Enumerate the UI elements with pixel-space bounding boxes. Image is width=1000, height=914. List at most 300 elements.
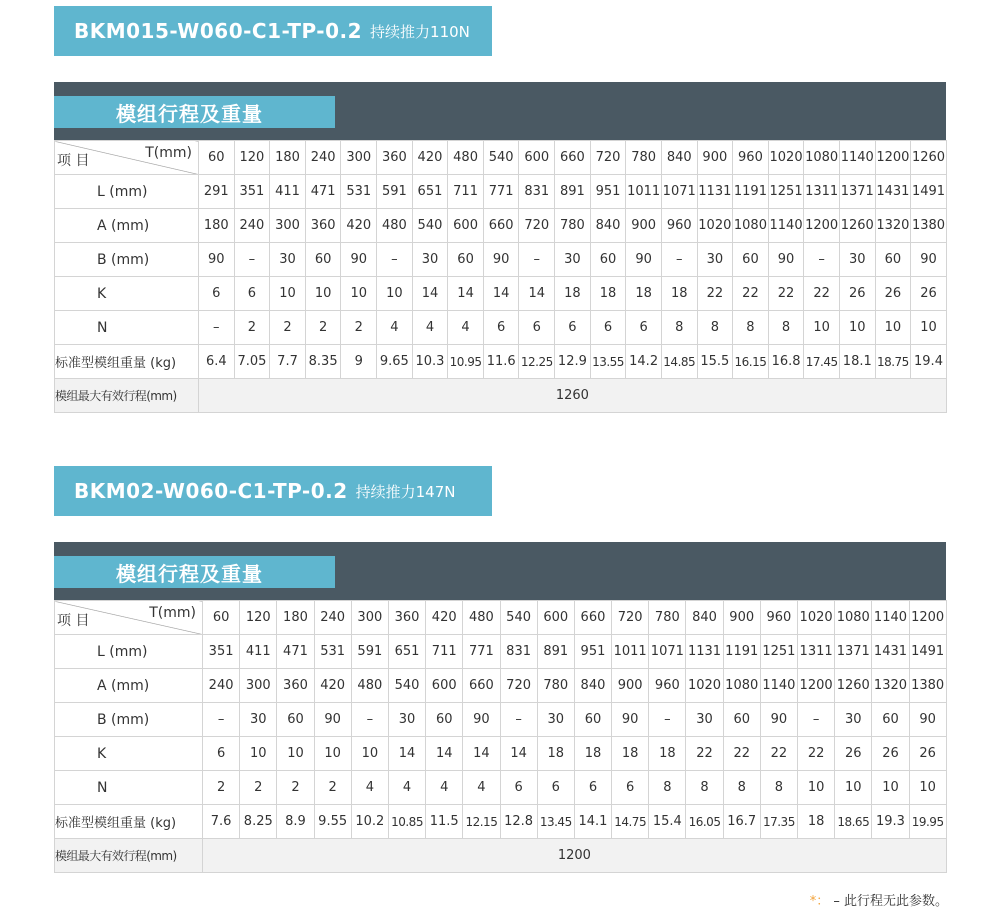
- table-cell: 60: [574, 703, 611, 737]
- stroke-header-cell: 1080: [835, 601, 872, 635]
- table-row: [55, 345, 947, 379]
- table-cell: 651: [388, 635, 425, 669]
- section-2-model: BKM02-W060-C1-TP-0.2: [74, 479, 348, 503]
- table-cell: 26: [839, 277, 875, 311]
- table-cell: 8: [760, 771, 797, 805]
- table-cell: 10: [804, 311, 840, 345]
- table-cell: 14: [463, 737, 500, 771]
- table-cell: 14: [388, 737, 425, 771]
- table-cell: 2: [270, 311, 306, 345]
- table-cell: 8: [768, 311, 804, 345]
- table-cell: 1080: [723, 669, 760, 703]
- table-cell: 7.7: [270, 345, 306, 379]
- table-cell: 831: [519, 175, 555, 209]
- table-cell: 14.75: [612, 805, 649, 839]
- corner-item-label: 项 目: [57, 153, 90, 169]
- stroke-header-cell: 120: [240, 601, 277, 635]
- section-2-header-bar: [54, 542, 946, 600]
- table-cell: 26: [835, 737, 872, 771]
- table-cell: 1140: [760, 669, 797, 703]
- table-cell: 14: [483, 277, 519, 311]
- table-cell: 4: [412, 311, 448, 345]
- table-cell: 1011: [626, 175, 662, 209]
- table-cell: –: [203, 703, 240, 737]
- table-cell: 30: [697, 243, 733, 277]
- table-cell: 10: [911, 311, 947, 345]
- section-1-block: [54, 82, 946, 413]
- table-row: [55, 771, 947, 805]
- table-cell: 13.55: [590, 345, 626, 379]
- row-label: L (mm): [55, 635, 203, 669]
- table-cell: 1320: [875, 209, 911, 243]
- table-cell: 16.15: [733, 345, 769, 379]
- footnote-star: *：: [809, 894, 830, 909]
- table-cell: 1131: [697, 175, 733, 209]
- section-1-force: 持续推力110N: [370, 22, 470, 41]
- table-row: [55, 703, 947, 737]
- table-cell: 780: [555, 209, 591, 243]
- table-cell: 2: [234, 311, 270, 345]
- table-cell: 22: [760, 737, 797, 771]
- table-cell: 6: [500, 771, 537, 805]
- stroke-header-cell: 360: [377, 141, 413, 175]
- table-cell: 19.3: [872, 805, 909, 839]
- table-cell: 1140: [768, 209, 804, 243]
- table-cell: 11.6: [483, 345, 519, 379]
- stroke-header-cell: 480: [448, 141, 484, 175]
- table-cell: 90: [909, 703, 946, 737]
- table-cell: 1251: [760, 635, 797, 669]
- table-row: [55, 635, 947, 669]
- table-cell: 411: [240, 635, 277, 669]
- table-cell: 900: [612, 669, 649, 703]
- table-cell: 840: [590, 209, 626, 243]
- table-cell: 22: [768, 277, 804, 311]
- table-cell: 351: [203, 635, 240, 669]
- table-cell: 1071: [661, 175, 697, 209]
- table-cell: 1260: [835, 669, 872, 703]
- table-cell: 531: [341, 175, 377, 209]
- stroke-header-cell: 540: [500, 601, 537, 635]
- table-cell: 6: [199, 277, 235, 311]
- table-cell: –: [500, 703, 537, 737]
- table-cell: 14.2: [626, 345, 662, 379]
- table-cell: 2: [203, 771, 240, 805]
- table-cell: 6: [234, 277, 270, 311]
- table-cell: 10: [351, 737, 388, 771]
- table-cell: 9.55: [314, 805, 351, 839]
- stroke-header-cell: 960: [760, 601, 797, 635]
- table-cell: 6: [574, 771, 611, 805]
- table-cell: 30: [240, 703, 277, 737]
- row-label: B (mm): [55, 243, 199, 277]
- stroke-header-row: [55, 601, 947, 635]
- table-cell: 1071: [649, 635, 686, 669]
- table-cell: 4: [426, 771, 463, 805]
- table-cell: 2: [240, 771, 277, 805]
- table-cell: 1200: [798, 669, 835, 703]
- table-cell: 10: [377, 277, 413, 311]
- table-cell: 6: [519, 311, 555, 345]
- row-label: K: [55, 737, 203, 771]
- table-cell: 22: [804, 277, 840, 311]
- table-cell: 540: [412, 209, 448, 243]
- table-cell: 18.65: [835, 805, 872, 839]
- table-cell: 480: [377, 209, 413, 243]
- table-cell: 12.9: [555, 345, 591, 379]
- table-cell: 1431: [872, 635, 909, 669]
- table-cell: 711: [448, 175, 484, 209]
- table-cell: 1320: [872, 669, 909, 703]
- table-cell: 771: [463, 635, 500, 669]
- table-cell: 60: [872, 703, 909, 737]
- table-cell: 14: [448, 277, 484, 311]
- table-cell: 16.05: [686, 805, 723, 839]
- row-label: K: [55, 277, 199, 311]
- table-cell: 1431: [875, 175, 911, 209]
- table-cell: 60: [305, 243, 341, 277]
- stroke-header-cell: 900: [697, 141, 733, 175]
- table-cell: 1251: [768, 175, 804, 209]
- table-cell: 591: [351, 635, 388, 669]
- table-cell: 10: [341, 277, 377, 311]
- section-2-force: 持续推力147N: [355, 482, 456, 501]
- table-cell: 60: [448, 243, 484, 277]
- stroke-header-row: [55, 141, 947, 175]
- table-cell: 60: [426, 703, 463, 737]
- max-stroke-value: 1200: [203, 839, 947, 873]
- row-label: B (mm): [55, 703, 203, 737]
- table-cell: 471: [305, 175, 341, 209]
- section-2-spec-table: [54, 600, 947, 873]
- table-cell: 19.95: [909, 805, 946, 839]
- table-row: [55, 243, 947, 277]
- section-1-subtitle: 模组行程及重量: [54, 96, 335, 128]
- table-row: [55, 669, 947, 703]
- table-cell: 90: [199, 243, 235, 277]
- table-cell: 60: [723, 703, 760, 737]
- table-cell: 14: [519, 277, 555, 311]
- table-cell: 1020: [697, 209, 733, 243]
- table-cell: 19.4: [911, 345, 947, 379]
- table-cell: 18.75: [875, 345, 911, 379]
- table-cell: –: [234, 243, 270, 277]
- table-cell: 15.4: [649, 805, 686, 839]
- table-cell: 6: [483, 311, 519, 345]
- table-cell: 30: [555, 243, 591, 277]
- stroke-header-cell: 600: [537, 601, 574, 635]
- table-cell: 18: [537, 737, 574, 771]
- table-cell: –: [519, 243, 555, 277]
- table-cell: 1311: [804, 175, 840, 209]
- stroke-header-cell: 840: [686, 601, 723, 635]
- table-cell: 10: [314, 737, 351, 771]
- table-cell: 900: [626, 209, 662, 243]
- table-cell: 2: [277, 771, 314, 805]
- table-cell: 360: [277, 669, 314, 703]
- table-cell: –: [649, 703, 686, 737]
- table-cell: 4: [377, 311, 413, 345]
- section-1-title: [54, 6, 492, 56]
- table-cell: 720: [500, 669, 537, 703]
- stroke-header-cell: 60: [203, 601, 240, 635]
- table-cell: 17.45: [804, 345, 840, 379]
- stroke-header-cell: 120: [234, 141, 270, 175]
- stroke-header-cell: 300: [351, 601, 388, 635]
- stroke-header-cell: 420: [412, 141, 448, 175]
- stroke-header-cell: 720: [612, 601, 649, 635]
- stroke-header-cell: 780: [649, 601, 686, 635]
- stroke-header-cell: 180: [270, 141, 306, 175]
- table-cell: 840: [574, 669, 611, 703]
- table-cell: 10: [305, 277, 341, 311]
- table-cell: 891: [537, 635, 574, 669]
- table-cell: 8: [697, 311, 733, 345]
- table-cell: –: [377, 243, 413, 277]
- table-cell: 960: [649, 669, 686, 703]
- table-cell: 10: [839, 311, 875, 345]
- stroke-header-cell: 1140: [872, 601, 909, 635]
- table-row: [55, 209, 947, 243]
- table-cell: 300: [270, 209, 306, 243]
- table-cell: 8: [686, 771, 723, 805]
- section-2-title: [54, 466, 492, 516]
- row-label: N: [55, 771, 203, 805]
- table-cell: 780: [537, 669, 574, 703]
- table-row: [55, 277, 947, 311]
- table-cell: 10: [875, 311, 911, 345]
- table-cell: 90: [612, 703, 649, 737]
- stroke-header-cell: 480: [463, 601, 500, 635]
- table-cell: 540: [388, 669, 425, 703]
- table-cell: 26: [875, 277, 911, 311]
- table-cell: 10: [270, 277, 306, 311]
- table-cell: 8.9: [277, 805, 314, 839]
- stroke-header-cell: 180: [277, 601, 314, 635]
- table-cell: 14: [426, 737, 463, 771]
- table-cell: 10.2: [351, 805, 388, 839]
- table-cell: 18: [661, 277, 697, 311]
- row-label: 标准型模组重量 (kg): [55, 805, 203, 839]
- table-cell: 14.1: [574, 805, 611, 839]
- table-cell: 22: [733, 277, 769, 311]
- table-cell: 600: [426, 669, 463, 703]
- table-cell: 6: [203, 737, 240, 771]
- table-cell: 420: [341, 209, 377, 243]
- table-cell: 10.95: [448, 345, 484, 379]
- section-2-block: [54, 542, 946, 873]
- stroke-header-cell: 1140: [839, 141, 875, 175]
- table-cell: 480: [351, 669, 388, 703]
- table-cell: 22: [798, 737, 835, 771]
- table-cell: 90: [483, 243, 519, 277]
- table-cell: 22: [686, 737, 723, 771]
- stroke-header-cell: 360: [388, 601, 425, 635]
- row-label: A (mm): [55, 669, 203, 703]
- stroke-header-cell: 420: [426, 601, 463, 635]
- table-cell: 18: [555, 277, 591, 311]
- table-cell: 831: [500, 635, 537, 669]
- table-cell: 30: [537, 703, 574, 737]
- table-cell: 90: [760, 703, 797, 737]
- table-cell: 90: [463, 703, 500, 737]
- table-cell: 10.85: [388, 805, 425, 839]
- table-cell: 16.7: [723, 805, 760, 839]
- table-cell: 17.35: [760, 805, 797, 839]
- stroke-header-cell: 1020: [768, 141, 804, 175]
- table-cell: –: [804, 243, 840, 277]
- table-cell: 180: [199, 209, 235, 243]
- table-cell: 18: [649, 737, 686, 771]
- stroke-header-cell: 300: [341, 141, 377, 175]
- table-cell: 711: [426, 635, 463, 669]
- table-cell: 4: [388, 771, 425, 805]
- table-cell: 12.25: [519, 345, 555, 379]
- table-cell: 6: [626, 311, 662, 345]
- table-cell: –: [661, 243, 697, 277]
- stroke-header-cell: 1200: [909, 601, 946, 635]
- table-cell: 18: [590, 277, 626, 311]
- table-cell: 10: [872, 771, 909, 805]
- table-cell: 90: [768, 243, 804, 277]
- table-cell: 1191: [723, 635, 760, 669]
- stroke-header-cell: 1080: [804, 141, 840, 175]
- table-cell: 240: [234, 209, 270, 243]
- table-cell: 10.3: [412, 345, 448, 379]
- stroke-header-cell: 540: [483, 141, 519, 175]
- table-cell: 1080: [733, 209, 769, 243]
- table-cell: 6: [537, 771, 574, 805]
- table-cell: 18: [626, 277, 662, 311]
- table-cell: 13.45: [537, 805, 574, 839]
- stroke-header-cell: 1200: [875, 141, 911, 175]
- table-cell: 651: [412, 175, 448, 209]
- table-cell: 6: [612, 771, 649, 805]
- table-cell: 1491: [909, 635, 946, 669]
- table-cell: 660: [483, 209, 519, 243]
- table-cell: 1200: [804, 209, 840, 243]
- max-stroke-row: [55, 379, 947, 413]
- table-cell: 15.5: [697, 345, 733, 379]
- stroke-header-cell: 240: [314, 601, 351, 635]
- stroke-header-cell: 1020: [798, 601, 835, 635]
- stroke-header-cell: 840: [661, 141, 697, 175]
- stroke-header-cell: 660: [555, 141, 591, 175]
- table-cell: 6.4: [199, 345, 235, 379]
- row-label: N: [55, 311, 199, 345]
- table-cell: 9: [341, 345, 377, 379]
- table-cell: 1491: [911, 175, 947, 209]
- table-cell: 8.35: [305, 345, 341, 379]
- table-cell: 8: [661, 311, 697, 345]
- table-cell: 891: [555, 175, 591, 209]
- table-cell: 26: [909, 737, 946, 771]
- table-cell: –: [199, 311, 235, 345]
- table-cell: 30: [270, 243, 306, 277]
- table-cell: 8: [723, 771, 760, 805]
- table-cell: 720: [519, 209, 555, 243]
- table-cell: 30: [388, 703, 425, 737]
- footnote-text: – 此行程无此参数。: [833, 894, 948, 909]
- table-cell: 360: [305, 209, 341, 243]
- table-cell: 771: [483, 175, 519, 209]
- stroke-header-cell: 240: [305, 141, 341, 175]
- table-cell: 1380: [911, 209, 947, 243]
- table-cell: 591: [377, 175, 413, 209]
- table-cell: 30: [686, 703, 723, 737]
- table-cell: 30: [835, 703, 872, 737]
- table-cell: 8.25: [240, 805, 277, 839]
- stroke-header-cell: 60: [199, 141, 235, 175]
- table-cell: 240: [203, 669, 240, 703]
- table-cell: 60: [277, 703, 314, 737]
- table-cell: –: [798, 703, 835, 737]
- stroke-header-cell: 1260: [911, 141, 947, 175]
- table-row: [55, 737, 947, 771]
- table-cell: 22: [723, 737, 760, 771]
- table-cell: 18: [798, 805, 835, 839]
- table-cell: 8: [649, 771, 686, 805]
- table-cell: 1311: [798, 635, 835, 669]
- max-stroke-label: 模组最大有效行程(mm): [55, 839, 203, 873]
- max-stroke-value: 1260: [199, 379, 947, 413]
- table-cell: 2: [314, 771, 351, 805]
- table-cell: 7.05: [234, 345, 270, 379]
- table-cell: 6: [555, 311, 591, 345]
- table-cell: 600: [448, 209, 484, 243]
- stroke-header-cell: 660: [574, 601, 611, 635]
- table-cell: 951: [574, 635, 611, 669]
- corner-item-label: 项 目: [57, 613, 90, 629]
- row-label: 标准型模组重量 (kg): [55, 345, 199, 379]
- table-cell: 10: [835, 771, 872, 805]
- stroke-header-cell: 600: [519, 141, 555, 175]
- table-cell: 11.5: [426, 805, 463, 839]
- corner-stroke-label: T(mm): [145, 145, 192, 161]
- table-row: [55, 175, 947, 209]
- max-stroke-label: 模组最大有效行程(mm): [55, 379, 199, 413]
- section-1-model: BKM015-W060-C1-TP-0.2: [74, 19, 363, 43]
- table-cell: 90: [341, 243, 377, 277]
- table-cell: 291: [199, 175, 235, 209]
- table-cell: 6: [590, 311, 626, 345]
- table-cell: 1380: [909, 669, 946, 703]
- table-cell: 4: [351, 771, 388, 805]
- table-cell: 420: [314, 669, 351, 703]
- table-cell: 10: [240, 737, 277, 771]
- corner-cell: [55, 601, 203, 635]
- table-cell: 18: [612, 737, 649, 771]
- table-cell: 14: [412, 277, 448, 311]
- table-cell: 14: [500, 737, 537, 771]
- stroke-header-cell: 720: [590, 141, 626, 175]
- table-cell: 411: [270, 175, 306, 209]
- stroke-header-cell: 900: [723, 601, 760, 635]
- table-row: [55, 311, 947, 345]
- table-cell: 60: [590, 243, 626, 277]
- table-cell: 471: [277, 635, 314, 669]
- table-cell: 30: [412, 243, 448, 277]
- table-cell: 531: [314, 635, 351, 669]
- section-1-header-bar: [54, 82, 946, 140]
- section-1-spec-table: [54, 140, 947, 413]
- section-2-subtitle: 模组行程及重量: [54, 556, 335, 588]
- table-cell: 12.15: [463, 805, 500, 839]
- stroke-header-cell: 780: [626, 141, 662, 175]
- table-cell: 1020: [686, 669, 723, 703]
- table-cell: 1260: [839, 209, 875, 243]
- table-cell: 4: [463, 771, 500, 805]
